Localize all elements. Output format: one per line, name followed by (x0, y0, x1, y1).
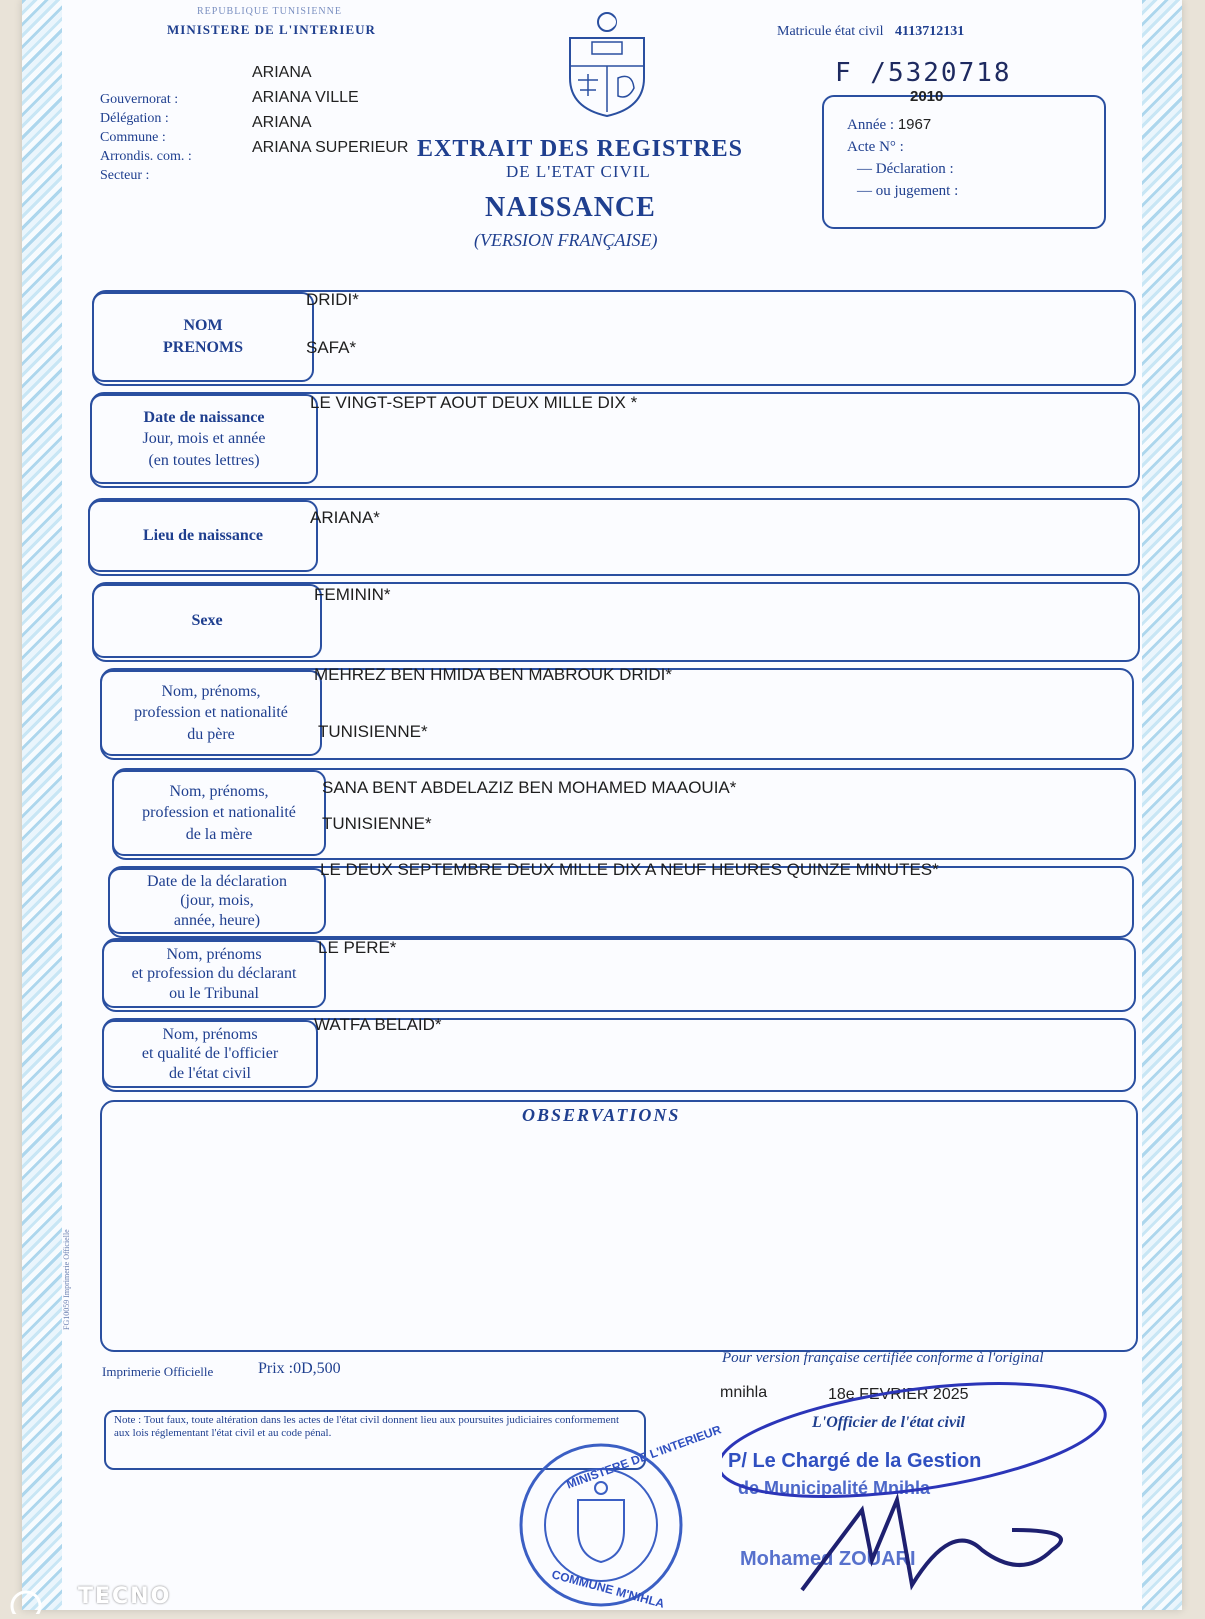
nom-label: NOM (183, 317, 223, 335)
declaration-label: — Déclaration : (857, 161, 954, 177)
prix-text: Prix :0D,500 (258, 1360, 341, 1377)
declarant-label (102, 940, 326, 1008)
lieu-naissance-value: ARIANA* (310, 508, 380, 527)
certif-text: Pour version française certifiée conforme à l'original (722, 1350, 1044, 1366)
date-signature: 18e FEVRIER 2025 (828, 1386, 969, 1403)
pere-label-line2: profession et nationalité (134, 704, 288, 722)
camera-brand: TECNO (78, 1584, 172, 1609)
stamp-line3: Mohamed ZOUARI (740, 1548, 916, 1570)
matricule-label: Matricule état civil (777, 24, 884, 39)
stamp-line2: de Municipalité Mnihla (738, 1478, 931, 1498)
place-text: mnihla (720, 1384, 768, 1401)
declaration-date-label (108, 868, 326, 934)
seal-top-text: MINISTERE DE L'INTERIEUR (564, 1422, 723, 1492)
commune-value: ARIANA (252, 114, 312, 131)
commune-label: Commune : (100, 130, 166, 145)
pere-name-value: MEHREZ BEN HMIDA BEN MABROUK DRIDI* (314, 665, 672, 684)
lieu-naissance-label: Lieu de naissance (88, 500, 318, 572)
security-border-left (22, 0, 62, 1610)
acte-info (847, 114, 958, 202)
gouvernorat-value: ARIANA (252, 64, 312, 81)
pere-label-line1: Nom, prénoms, (161, 682, 261, 700)
document-paper (22, 0, 1182, 1610)
title-version: (VERSION FRANÇAISE) (474, 230, 658, 250)
ministry-text: MINISTERE DE L'INTERIEUR (167, 22, 376, 37)
mere-label-line1: Nom, prénoms, (169, 782, 269, 800)
pere-label (100, 670, 322, 756)
location-values (252, 60, 408, 160)
coat-of-arms-icon (562, 8, 652, 125)
annee-label: Année : (847, 117, 895, 133)
annee-value: 1967 (897, 116, 932, 133)
seal-bottom-text: COMMUNE M'NIHLA (550, 1567, 667, 1611)
mere-label-line2: profession et nationalité (142, 804, 296, 822)
observations-title: OBSERVATIONS (522, 1105, 681, 1125)
declarant-label-line3: ou le Tribunal (169, 984, 259, 1002)
arrondissement-label: Arrondis. com. : (100, 149, 192, 164)
prenoms-value: SAFA* (306, 338, 357, 357)
date-label-line2: Jour, mois et année (142, 430, 266, 448)
matricule (777, 24, 964, 40)
nom-value: DRIDI* (306, 290, 359, 309)
officier-value: WATFA BELAID* (314, 1015, 442, 1034)
officier-label-line3: de l'état civil (169, 1064, 251, 1082)
annee-handwritten: 2010 (910, 88, 944, 105)
delegation-label: Délégation : (100, 111, 169, 126)
pere-nationalite-value: TUNISIENNE* (318, 722, 428, 741)
matricule-value: 4113712131 (895, 24, 965, 39)
sexe-value: FEMININ* (314, 585, 391, 604)
delegation-value: ARIANA VILLE (252, 89, 359, 106)
date-naissance-value: LE VINGT-SEPT AOUT DEUX MILLE DIX * (310, 393, 638, 412)
mere-nationalite-value: TUNISIENNE* (322, 814, 432, 833)
signature-icon (722, 1380, 1142, 1605)
observations-box (100, 1100, 1138, 1352)
security-border-right (1142, 0, 1182, 1610)
republic-text: REPUBLIQUE TUNISIENNE (197, 6, 342, 17)
gouvernorat-label: Gouvernorat : (100, 92, 179, 107)
date-label-line3: (en toutes lettres) (148, 451, 260, 469)
camera-logo-icon (6, 1586, 46, 1619)
note-text: Note : Tout faux, toute altération dans les actes de l'état civil donnent lieu aux poursuites judiciaires conformement aux lois réglementant l'état civil et au code pénal. (114, 1414, 620, 1439)
declarant-label-line1: Nom, prénoms (166, 946, 262, 964)
mere-label-line3: de la mère (185, 825, 253, 843)
declaration-date-value: LE DEUX SEPTEMBRE DEUX MILLE DIX A NEUF HEURES QUINZE MINUTES* (320, 860, 939, 879)
officier-label-line2: et qualité de l'officier (141, 1045, 279, 1063)
mere-label (112, 770, 326, 856)
pere-label-line3: du père (187, 725, 235, 743)
serial-number: F /5320718 (835, 58, 1012, 88)
declarant-label-line2: et profession du déclarant (131, 965, 297, 983)
officier-title: L'Officier de l'état civil (812, 1414, 965, 1431)
title-extrait: EXTRAIT DES REGISTRES (417, 136, 744, 162)
title-naissance: NAISSANCE (485, 192, 656, 223)
location-labels (100, 90, 192, 185)
officier-label (102, 1020, 318, 1088)
decl-label-line1: Date de la déclaration (147, 873, 287, 891)
date-label-bold: Date de naissance (143, 408, 265, 426)
stamp-line1: P/ Le Chargé de la Gestion (728, 1450, 982, 1472)
officier-label-line1: Nom, prénoms (162, 1026, 258, 1044)
nom-prenoms-label (92, 292, 314, 382)
decl-label-line2: (jour, mois, (180, 892, 254, 910)
imprimerie-text: Imprimerie Officielle (102, 1364, 214, 1379)
declarant-value: LE PERE* (318, 938, 397, 957)
jugement-label: — ou jugement : (857, 183, 959, 199)
title-etat-civil: DE L'ETAT CIVIL (506, 162, 651, 181)
acte-label: Acte N° : (847, 139, 904, 155)
secteur-label: Secteur : (100, 168, 150, 183)
prenoms-label: PRENOMS (163, 339, 243, 356)
date-naissance-label (90, 394, 318, 484)
side-code: FG10059 Imprimerie Officielle (62, 1229, 71, 1330)
arrondissement-value: ARIANA SUPERIEUR (252, 139, 409, 156)
sexe-label: Sexe (92, 584, 322, 658)
decl-label-line3: année, heure) (173, 911, 261, 929)
mere-name-value: SANA BENT ABDELAZIZ BEN MOHAMED MAAOUIA* (322, 778, 737, 797)
